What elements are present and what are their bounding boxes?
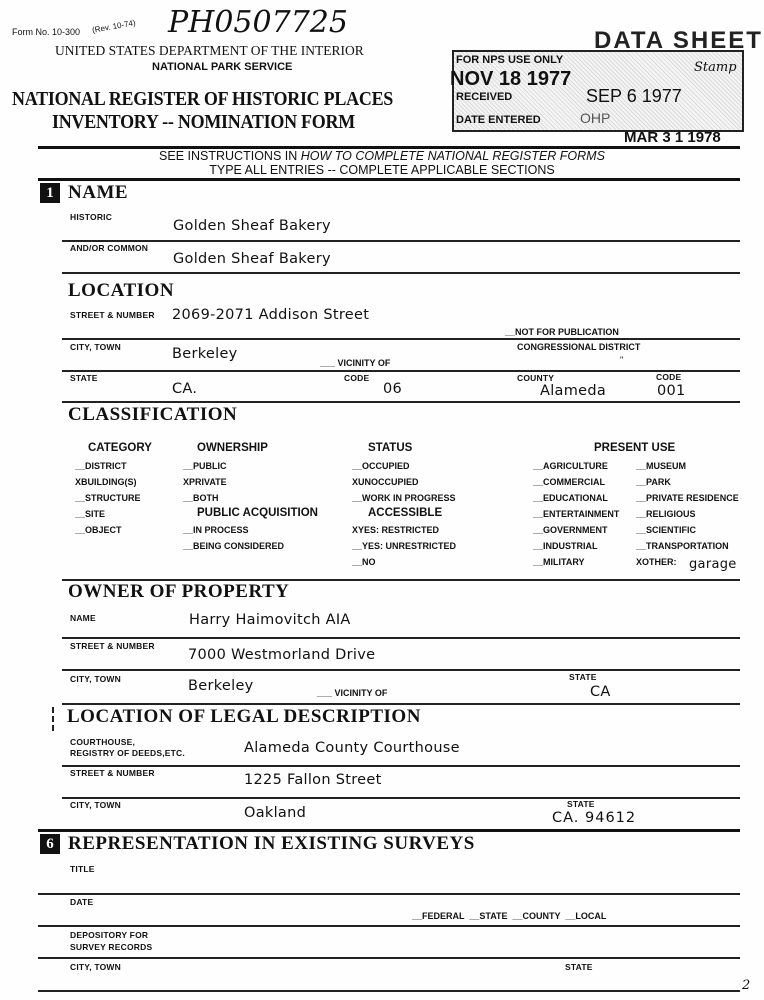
- survey-title-label: TITLE: [70, 864, 95, 874]
- page-mark: 2: [742, 978, 751, 993]
- survey-level-options[interactable]: __FEDERAL __STATE __COUNTY __LOCAL: [412, 911, 607, 921]
- divider: [62, 240, 740, 242]
- ohp-stamp: OHP: [580, 110, 611, 126]
- present-use-checkbox[interactable]: __MUSEUM: [636, 461, 687, 471]
- entered-date-stamp: MAR 3 1 1978: [624, 129, 721, 146]
- present-use-checkbox[interactable]: __PARK: [636, 477, 671, 487]
- present-use-checkbox[interactable]: __RELIGIOUS: [636, 509, 696, 519]
- owner-street-label: STREET & NUMBER: [70, 641, 155, 651]
- form-title-1: NATIONAL REGISTER OF HISTORIC PLACES: [12, 88, 394, 110]
- present-use-checkbox[interactable]: __PRIVATE RESIDENCE: [636, 493, 739, 503]
- divider: [62, 765, 740, 767]
- present-use-checkbox[interactable]: __GOVERNMENT: [533, 525, 608, 535]
- present-use-checkbox[interactable]: __TRANSPORTATION: [636, 541, 729, 551]
- depository-label-1: DEPOSITORY FOR: [70, 930, 149, 940]
- legal-state-value[interactable]: CA. 94612: [552, 810, 637, 826]
- owner-state-value[interactable]: CA: [590, 684, 611, 700]
- legal-city-label: CITY, TOWN: [70, 800, 121, 810]
- courthouse-value[interactable]: Alameda County Courthouse: [244, 740, 460, 756]
- state-label: STATE: [70, 373, 98, 383]
- divider: [38, 957, 740, 959]
- divider: [62, 703, 740, 705]
- survey-state-label: STATE: [565, 962, 593, 972]
- accessible-checkbox[interactable]: __YES: UNRESTRICTED: [352, 541, 457, 551]
- status-checkbox[interactable]: XUNOCCUPIED: [352, 477, 419, 487]
- not-for-publication[interactable]: __NOT FOR PUBLICATION: [505, 327, 619, 337]
- category-checkbox[interactable]: __OBJECT: [75, 525, 122, 535]
- state-code-value[interactable]: 06: [383, 381, 403, 397]
- accessible-checkbox[interactable]: XYES: RESTRICTED: [352, 525, 440, 535]
- divider: [38, 829, 740, 832]
- common-name-value[interactable]: Golden Sheaf Bakery: [173, 251, 331, 267]
- present-use-checkbox[interactable]: XOTHER:: [636, 557, 677, 567]
- ownership-checkbox[interactable]: __PUBLIC: [183, 461, 227, 471]
- date-entered-label: DATE ENTERED: [456, 114, 541, 126]
- vicinity-of[interactable]: ___ VICINITY OF: [320, 358, 391, 368]
- form-title-2: INVENTORY -- NOMINATION FORM: [52, 111, 355, 133]
- acquisition-checkbox[interactable]: __IN PROCESS: [183, 525, 249, 535]
- present-use-checkbox[interactable]: __ENTERTAINMENT: [533, 509, 620, 519]
- present-use-header: PRESENT USE: [594, 442, 676, 454]
- for-nps-use: FOR NPS USE ONLY: [456, 54, 564, 66]
- divider: [62, 370, 740, 372]
- form-number: Form No. 10-300: [12, 27, 81, 37]
- divider: [38, 990, 740, 992]
- instructions-text: SEE INSTRUCTIONS IN: [159, 149, 301, 163]
- legal-street-label: STREET & NUMBER: [70, 768, 155, 778]
- accessible-checkbox[interactable]: __NO: [352, 557, 376, 567]
- ownership-checkbox[interactable]: XPRIVATE: [183, 477, 227, 487]
- courthouse-label-1: COURTHOUSE,: [70, 737, 136, 747]
- owner-city-value[interactable]: Berkeley: [188, 678, 254, 694]
- nov-date-stamp: NOV 18 1977: [450, 68, 572, 90]
- section-marker: [52, 707, 54, 731]
- service: NATIONAL PARK SERVICE: [152, 61, 293, 73]
- category-checkbox[interactable]: __STRUCTURE: [75, 493, 141, 503]
- form-revision: (Rev. 10-74): [91, 18, 137, 35]
- code-label: CODE: [344, 373, 370, 383]
- status-checkbox[interactable]: __WORK IN PROGRESS: [352, 493, 456, 503]
- county-value[interactable]: Alameda: [540, 383, 607, 399]
- legal-state-label: STATE: [567, 799, 595, 809]
- divider: [62, 338, 740, 340]
- section-heading-location: LOCATION: [68, 280, 175, 301]
- survey-city-label: CITY, TOWN: [70, 962, 121, 972]
- category-header: CATEGORY: [88, 442, 152, 454]
- divider: [38, 893, 740, 895]
- present-use-checkbox[interactable]: __INDUSTRIAL: [533, 541, 598, 551]
- other-use-value[interactable]: garage: [689, 557, 737, 572]
- handwritten-note: Stamp: [694, 60, 737, 75]
- section-number-badge: 1: [40, 183, 60, 203]
- divider: [62, 669, 740, 671]
- owner-city-label: CITY, TOWN: [70, 674, 121, 684]
- section-heading-surveys: REPRESENTATION IN EXISTING SURVEYS: [68, 833, 475, 854]
- ownership-checkbox[interactable]: __BOTH: [183, 493, 219, 503]
- congressional-district-value[interactable]: '': [620, 355, 624, 365]
- nps-use-stamp-box: [450, 27, 763, 132]
- department: UNITED STATES DEPARTMENT OF THE INTERIOR: [55, 43, 364, 58]
- section-heading-owner: OWNER OF PROPERTY: [68, 581, 290, 602]
- legal-city-value[interactable]: Oakland: [244, 805, 307, 821]
- received-label: RECEIVED: [456, 91, 513, 103]
- owner-name-value[interactable]: Harry Haimovitch AIA: [189, 612, 351, 628]
- city-label: CITY, TOWN: [70, 342, 121, 352]
- category-checkbox[interactable]: __SITE: [75, 509, 106, 519]
- section-number-badge: 6: [40, 834, 60, 854]
- county-code-label: CODE: [656, 372, 682, 382]
- present-use-checkbox[interactable]: __COMMERCIAL: [533, 477, 606, 487]
- status-checkbox[interactable]: __OCCUPIED: [352, 461, 410, 471]
- instructions-line-2: TYPE ALL ENTRIES -- COMPLETE APPLICABLE SECTIONS: [209, 163, 555, 177]
- congressional-district-label: CONGRESSIONAL DISTRICT: [517, 342, 641, 352]
- instructions-title: HOW TO COMPLETE NATIONAL REGISTER FORMS: [300, 149, 605, 163]
- divider: [62, 272, 740, 274]
- divider: [38, 925, 740, 927]
- county-label: COUNTY: [517, 373, 555, 383]
- status-header: STATUS: [368, 442, 413, 454]
- owner-vicinity-of[interactable]: ___ VICINITY OF: [317, 688, 388, 698]
- acquisition-checkbox[interactable]: __BEING CONSIDERED: [183, 541, 285, 551]
- owner-state-label: STATE: [569, 672, 597, 682]
- divider: [62, 401, 740, 403]
- accessible-header: ACCESSIBLE: [368, 507, 443, 519]
- public-acquisition-header: PUBLIC ACQUISITION: [197, 507, 318, 519]
- legal-street-value[interactable]: 1225 Fallon Street: [244, 772, 382, 788]
- street-label: STREET & NUMBER: [70, 310, 155, 320]
- divider: [62, 797, 740, 799]
- section-heading-legal: LOCATION OF LEGAL DESCRIPTION: [67, 706, 421, 727]
- category-checkbox[interactable]: XBUILDING(S): [75, 477, 137, 487]
- owner-street-value[interactable]: 7000 Westmorland Drive: [188, 647, 376, 663]
- received-date: SEP 6 1977: [586, 86, 682, 106]
- divider: [62, 637, 740, 639]
- present-use-checkbox[interactable]: __EDUCATIONAL: [533, 493, 608, 503]
- depository-label-2: SURVEY RECORDS: [70, 942, 153, 952]
- survey-date-label: DATE: [70, 897, 94, 907]
- historic-name-value[interactable]: Golden Sheaf Bakery: [173, 218, 331, 234]
- handwritten-id: PH0507725: [168, 5, 348, 40]
- county-code-value[interactable]: 001: [657, 383, 686, 399]
- instructions-line-1: [0, 149, 764, 163]
- divider: [38, 178, 740, 181]
- data-sheet-stamp: DATA SHEET: [594, 27, 763, 54]
- historic-label: HISTORIC: [70, 212, 113, 222]
- present-use-checkbox[interactable]: __AGRICULTURE: [533, 461, 608, 471]
- present-use-checkbox[interactable]: __MILITARY: [533, 557, 585, 567]
- street-value[interactable]: 2069-2071 Addison Street: [172, 307, 370, 323]
- category-checkbox[interactable]: __DISTRICT: [75, 461, 127, 471]
- common-name-label: AND/OR COMMON: [70, 243, 149, 253]
- section-heading-classification: CLASSIFICATION: [68, 404, 238, 425]
- ownership-header: OWNERSHIP: [197, 442, 268, 454]
- section-heading-name: NAME: [68, 182, 129, 203]
- present-use-checkbox[interactable]: __SCIENTIFIC: [636, 525, 697, 535]
- courthouse-label-2: REGISTRY OF DEEDS,ETC.: [70, 748, 185, 758]
- state-value[interactable]: CA.: [172, 381, 198, 397]
- owner-name-label: NAME: [70, 613, 96, 623]
- city-value[interactable]: Berkeley: [172, 346, 238, 362]
